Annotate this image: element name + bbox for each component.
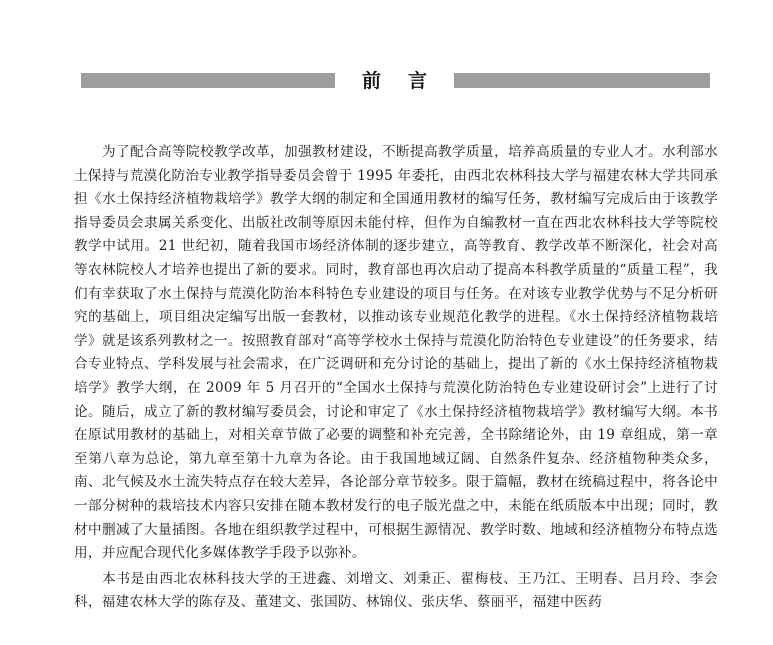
page-title: 前言 (362, 70, 455, 92)
preface-body (74, 141, 718, 615)
paragraph-1: 为了配合高等院校教学改革，加强教材建设，不断提高教学质量，培养高质量的专业人才。水利部水土保持与荒漠化防治专业教学指导委员会曾于 1995 年委托，由西北农林科技大学与福建农林大学共同承担《水土保持经济植物栽培学》教学大纲的制定和全国通用教材的编写任务，教材编写完成后由于该教学指导委员会隶属关系变化、出版社改制等原因未能付梓，但作为自编教材一直在西北农林科技大学等院校教学中试用。21 世纪初，随着我国市场经济体制的逐步建立，高等教育、教学改革不断深化，社会对高等农林院校人才培养也提出了新的要求。同时，教育部也再次启动了提高本科教学质量的“质量工程”，我们有幸获取了水土保持与荒漠化防治本科特色专业建设的项目与任务。在对该专业教学优势与不足分析研究的基础上，项目组决定编写出版一套教材，以推动该专业规范化教学的进程。《水土保持经济植物栽培学》就是该系列教材之一。按照教育部对“高等学校水土保持与荒漠化防治特色专业建设”的任务要求，结合专业特点、学科发展与社会需求，在广泛调研和充分讨论的基础上，提出了新的《水土保持经济植物栽培学》教学大纲，在 2009 年 5 月召开的“全国水土保持与荒漠化防治特色专业建设研讨会”上进行了讨论。随后，成立了新的教材编写委员会，讨论和审定了《水土保持经济植物栽培学》教材编写大纲。本书在原试用教材的基础上，对相关章节做了必要的调整和补充完善，全书除绪论外，由 19 章组成，第一章至第八章为总论，第九章至第十九章为各论。由于我国地域辽阔、自然条件复杂、经济植物种类众多，南、北气候及水土流失特点存在较大差异，各论部分章节较多。限于篇幅，教材在统稿过程中，将各论中一部分树种的栽培技术内容只安排在随本教材发行的电子版光盘之中，未能在纸质版本中出现；同时，教材中删减了大量插图。各地在组织教学过程中，可根据生源情况、教学时数、地域和经济植物分布特点选用，并应配合现代化多媒体教学手段予以弥补。 (74, 144, 718, 562)
heading-left-bar (81, 73, 335, 88)
paragraph-2: 本书是由西北农林科技大学的王进鑫、刘增文、刘秉正、翟梅枝、王乃江、王明春、吕月玲、李会科，福建农林大学的陈存及、董建文、张国防、林锦仪、张庆华、蔡丽平，福建中医药 (74, 570, 718, 611)
preface-heading (81, 69, 710, 93)
heading-right-bar (454, 73, 710, 88)
